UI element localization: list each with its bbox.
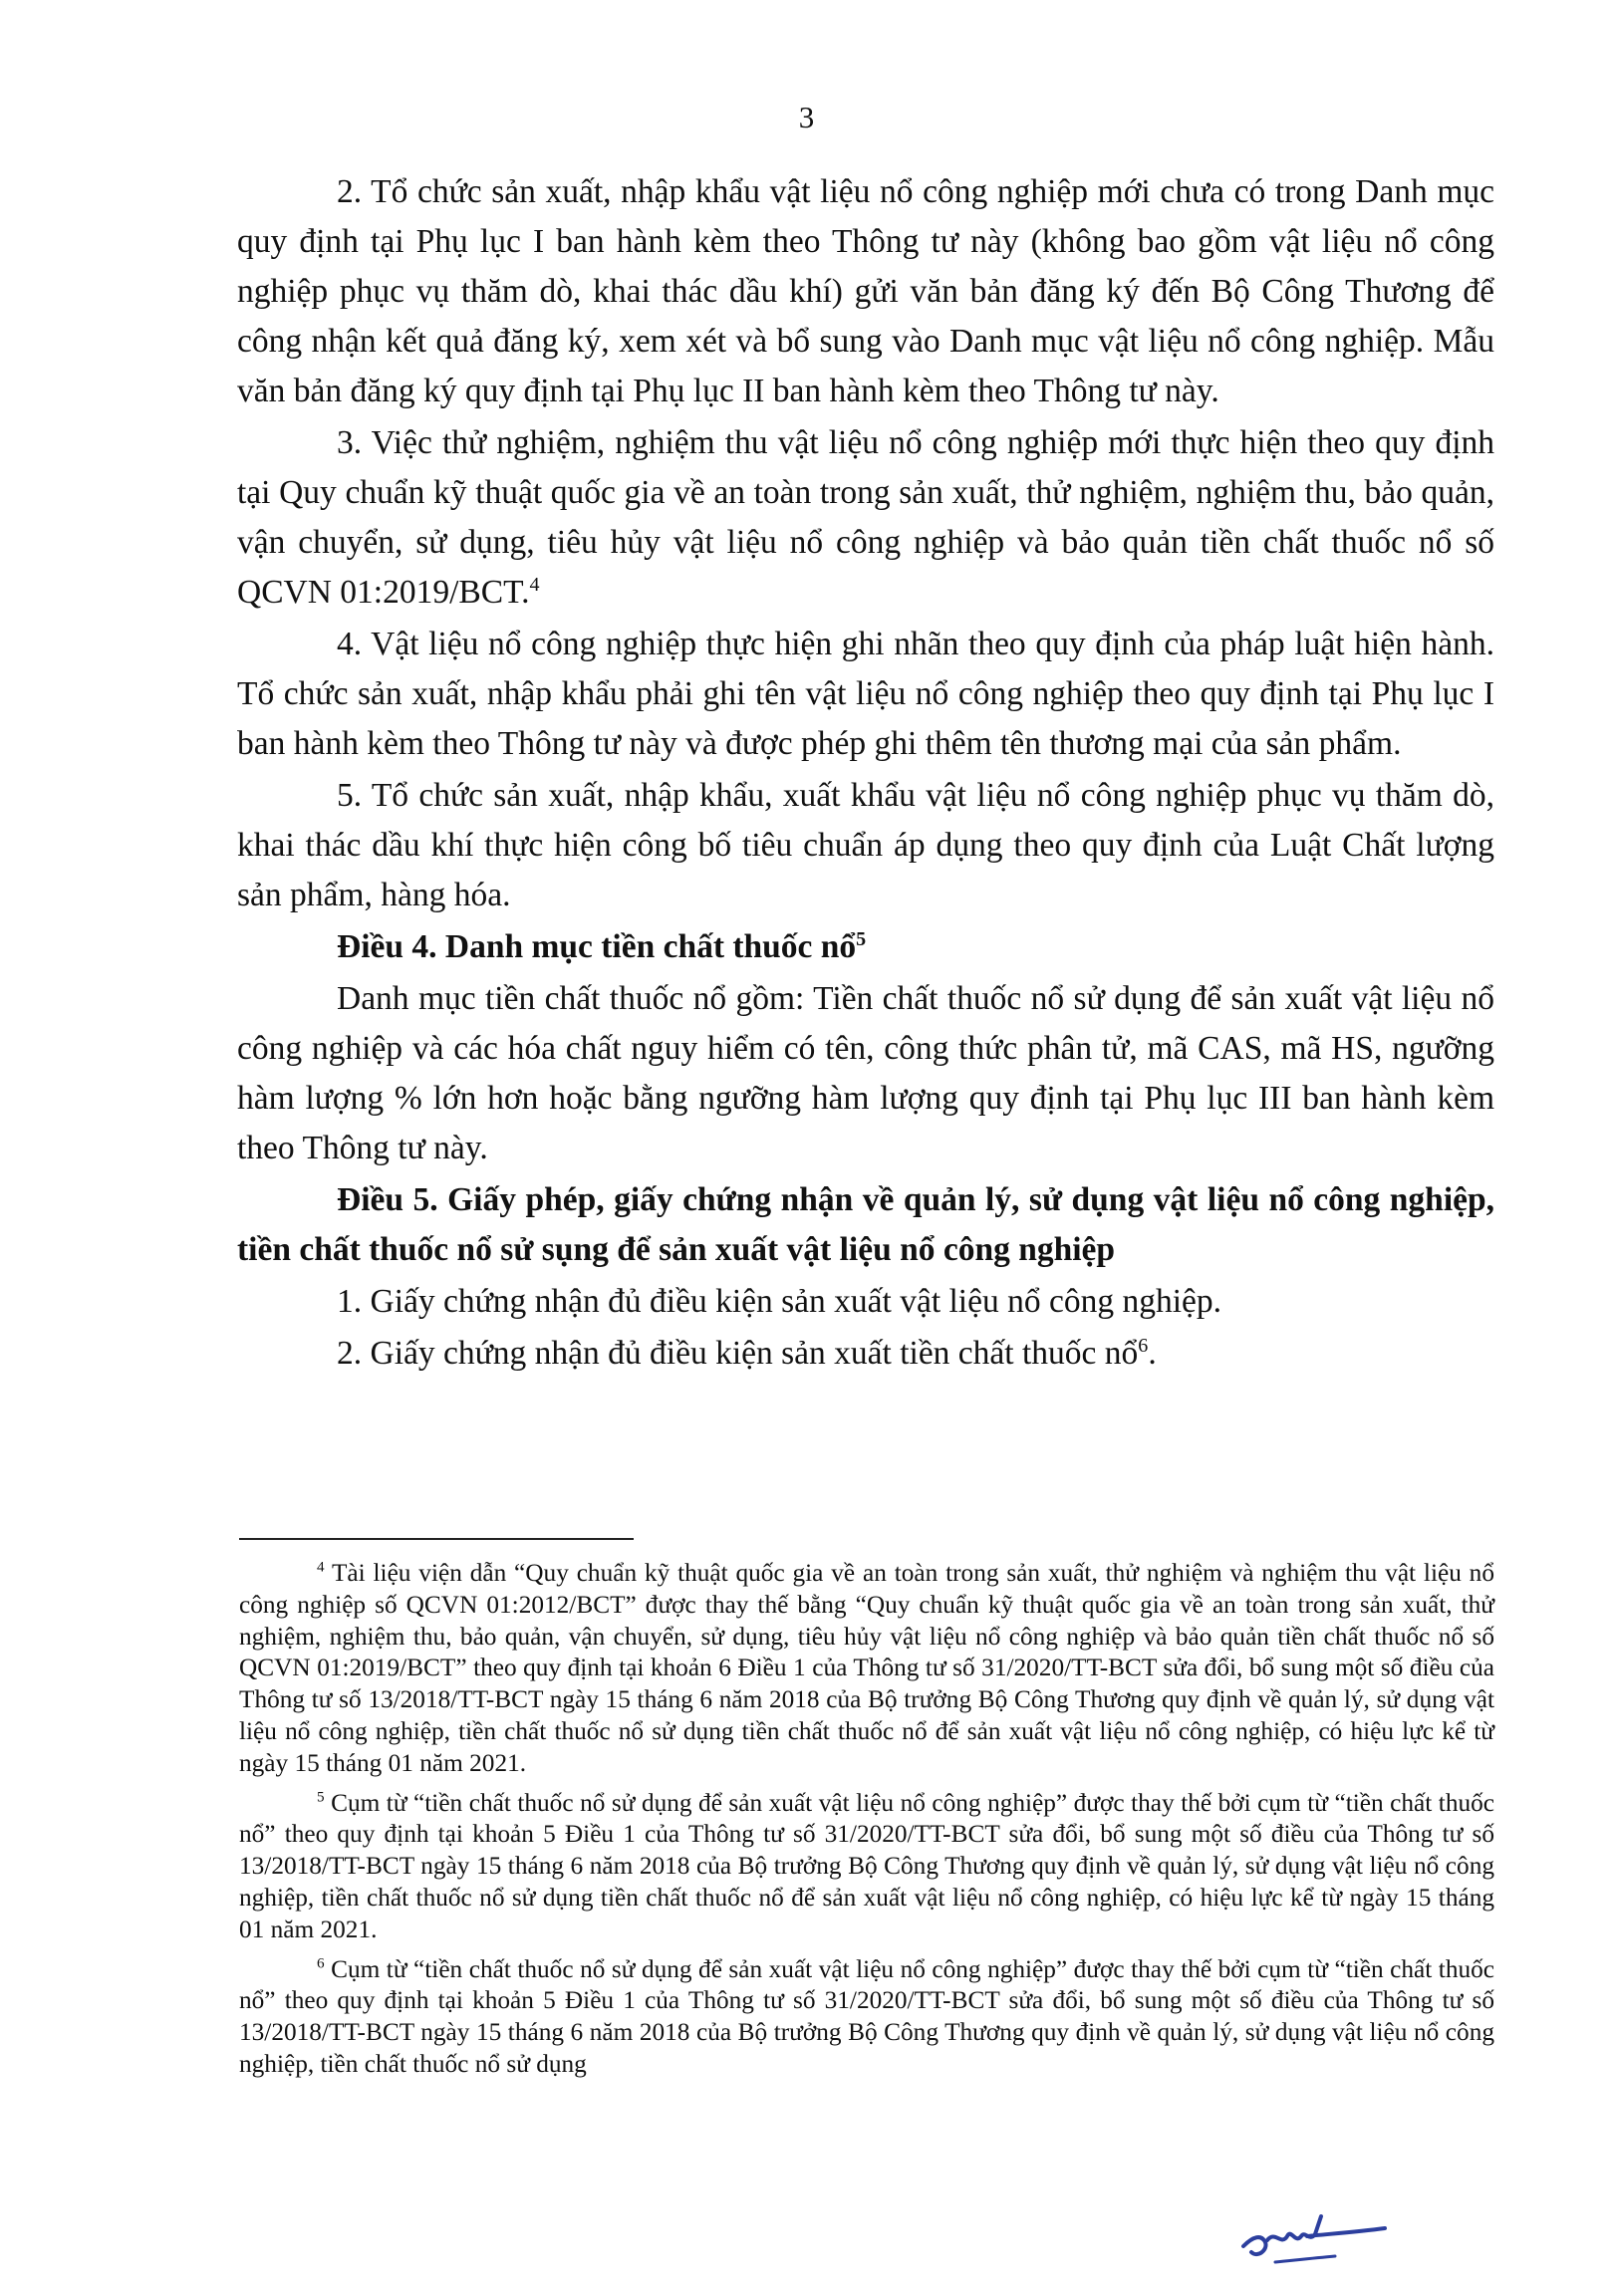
signature-mark — [1235, 2206, 1395, 2276]
footnote-ref-6[interactable]: 6 — [1138, 1334, 1149, 1357]
footnote-4: $^4$ Tài liệu viện dẫn “Quy chuẩn kỹ thuật quốc gia về an toàn trong sản xuất, thử nghiệm và nghiệm thu vật liệu nổ công nghiệp số QCVN 01:2012/BCT” được thay thế bằng “Quy chuẩn kỹ thuật quốc gia về an toàn trong sản xuất, thử nghiệm, nghiệm thu, bảo quản, vận chuyển, sử dụng, tiêu hủy vật liệu nổ công nghiệp và bảo quản tiền chất thuốc nổ số QCVN 01:2019/BCT” theo quy định tại khoản 6 Điều 1 của Thông tư số 31/2020/TT-BCT sửa đổi, bổ sung một số điều của Thông tư số 13/2018/TT-BCT ngày 15 tháng 6 năm 2018 của Bộ trưởng Bộ Công Thương quy định về quản lý, sử dụng vật liệu nổ công nghiệp, tiền chất thuốc nổ sử dụng tiền chất thuốc nổ để sản xuất vật liệu nổ công nghiệp, có hiệu lực kể từ ngày 15 tháng 01 năm 2021. — [239, 1558, 1494, 1777]
footnotes — [239, 1558, 1494, 2089]
article-5-heading: Điều 5. Giấy phép, giấy chứng nhận về quản lý, sử dụng vật liệu nổ công nghiệp, tiền chất thuốc nổ sử sụng để sản xuất vật liệu nổ công nghiệp — [237, 1181, 1494, 1268]
document-body — [237, 167, 1494, 1379]
footnote-ref-5[interactable]: 5 — [856, 927, 867, 950]
paragraph-clause-3: 3. Việc thử nghiệm, nghiệm thu vật liệu nổ công nghiệp mới thực hiện theo quy định tại Quy chuẩn kỹ thuật quốc gia về an toàn trong sản xuất, thử nghiệm, nghiệm thu, bảo quản, vận chuyển, sử dụng, tiêu hủy vật liệu nổ công nghiệp và bảo quản tiền chất thuốc nổ số QCVN 01:2019/BCT.$^4$ — [237, 424, 1494, 611]
signature-icon — [1235, 2206, 1395, 2276]
footnote-separator — [239, 1538, 634, 1540]
footnote-6: $^6$ Cụm từ “tiền chất thuốc nổ sử dụng để sản xuất vật liệu nổ công nghiệp” được thay thế bởi cụm từ “tiền chất thuốc nổ” theo quy định tại khoản 5 Điều 1 của Thông tư số 31/2020/TT-BCT sửa đổi, bổ sung một số điều của Thông tư số 13/2018/TT-BCT ngày 15 tháng 6 năm 2018 của Bộ trưởng Bộ Công Thương quy định về quản lý, sử dụng vật liệu nổ công nghiệp, tiền chất thuốc nổ sử dụng — [239, 1954, 1494, 2078]
paragraph-clause-5: 5. Tổ chức sản xuất, nhập khẩu, xuất khẩu vật liệu nổ công nghiệp phục vụ thăm dò, khai thác dầu khí thực hiện công bố tiêu chuẩn áp dụng theo quy định của Luật Chất lượng sản phẩm, hàng hóa. — [237, 777, 1494, 913]
article-5-item-2: 2. Giấy chứng nhận đủ điều kiện sản xuất tiền chất thuốc nổ$^6$. — [337, 1334, 1157, 1372]
footnote-ref-4[interactable]: 4 — [529, 573, 540, 596]
article-4-body: Danh mục tiền chất thuốc nổ gồm: Tiền chất thuốc nổ sử dụng để sản xuất vật liệu nổ công nghiệp và các hóa chất nguy hiểm có tên, công thức phân tử, mã CAS, mã HS, ngưỡng hàm lượng % lớn hơn hoặc bằng ngưỡng hàm lượng quy định tại Phụ lục III ban hành kèm theo Thông tư này. — [237, 980, 1494, 1166]
paragraph-clause-4: 4. Vật liệu nổ công nghiệp thực hiện ghi nhãn theo quy định của pháp luật hiện hành. Tổ chức sản xuất, nhập khẩu phải ghi tên vật liệu nổ công nghiệp theo quy định tại Phụ lục I ban hành kèm theo Thông tư này và được phép ghi thêm tên thương mại của sản phẩm. — [237, 626, 1494, 762]
article-4-heading: Điều 4. Danh mục tiền chất thuốc nổ$^5$ — [337, 927, 867, 965]
footnote-5: $^5$ Cụm từ “tiền chất thuốc nổ sử dụng để sản xuất vật liệu nổ công nghiệp” được thay thế bởi cụm từ “tiền chất thuốc nổ” theo quy định tại khoản 5 Điều 1 của Thông tư số 31/2020/TT-BCT sửa đổi, bổ sung một số điều của Thông tư số 13/2018/TT-BCT ngày 15 tháng 6 năm 2018 của Bộ trưởng Bộ Công Thương quy định về quản lý, sử dụng vật liệu nổ công nghiệp, tiền chất thuốc nổ sử dụng tiền chất thuốc nổ để sản xuất vật liệu nổ công nghiệp, có hiệu lực kể từ ngày 15 tháng 01 năm 2021. — [239, 1788, 1494, 1943]
paragraph-clause-2: 2. Tổ chức sản xuất, nhập khẩu vật liệu nổ công nghiệp mới chưa có trong Danh mục quy định tại Phụ lục I ban hành kèm theo Thông tư này (không bao gồm vật liệu nổ công nghiệp phục vụ thăm dò, khai thác dầu khí) gửi văn bản đăng ký đến Bộ Công Thương để công nhận kết quả đăng ký, xem xét và bổ sung vào Danh mục vật liệu nổ công nghiệp. Mẫu văn bản đăng ký quy định tại Phụ lục II ban hành kèm theo Thông tư này. — [237, 173, 1494, 409]
article-5-item-1: 1. Giấy chứng nhận đủ điều kiện sản xuất vật liệu nổ công nghiệp. — [337, 1283, 1222, 1320]
page-number: 3 — [798, 100, 815, 134]
